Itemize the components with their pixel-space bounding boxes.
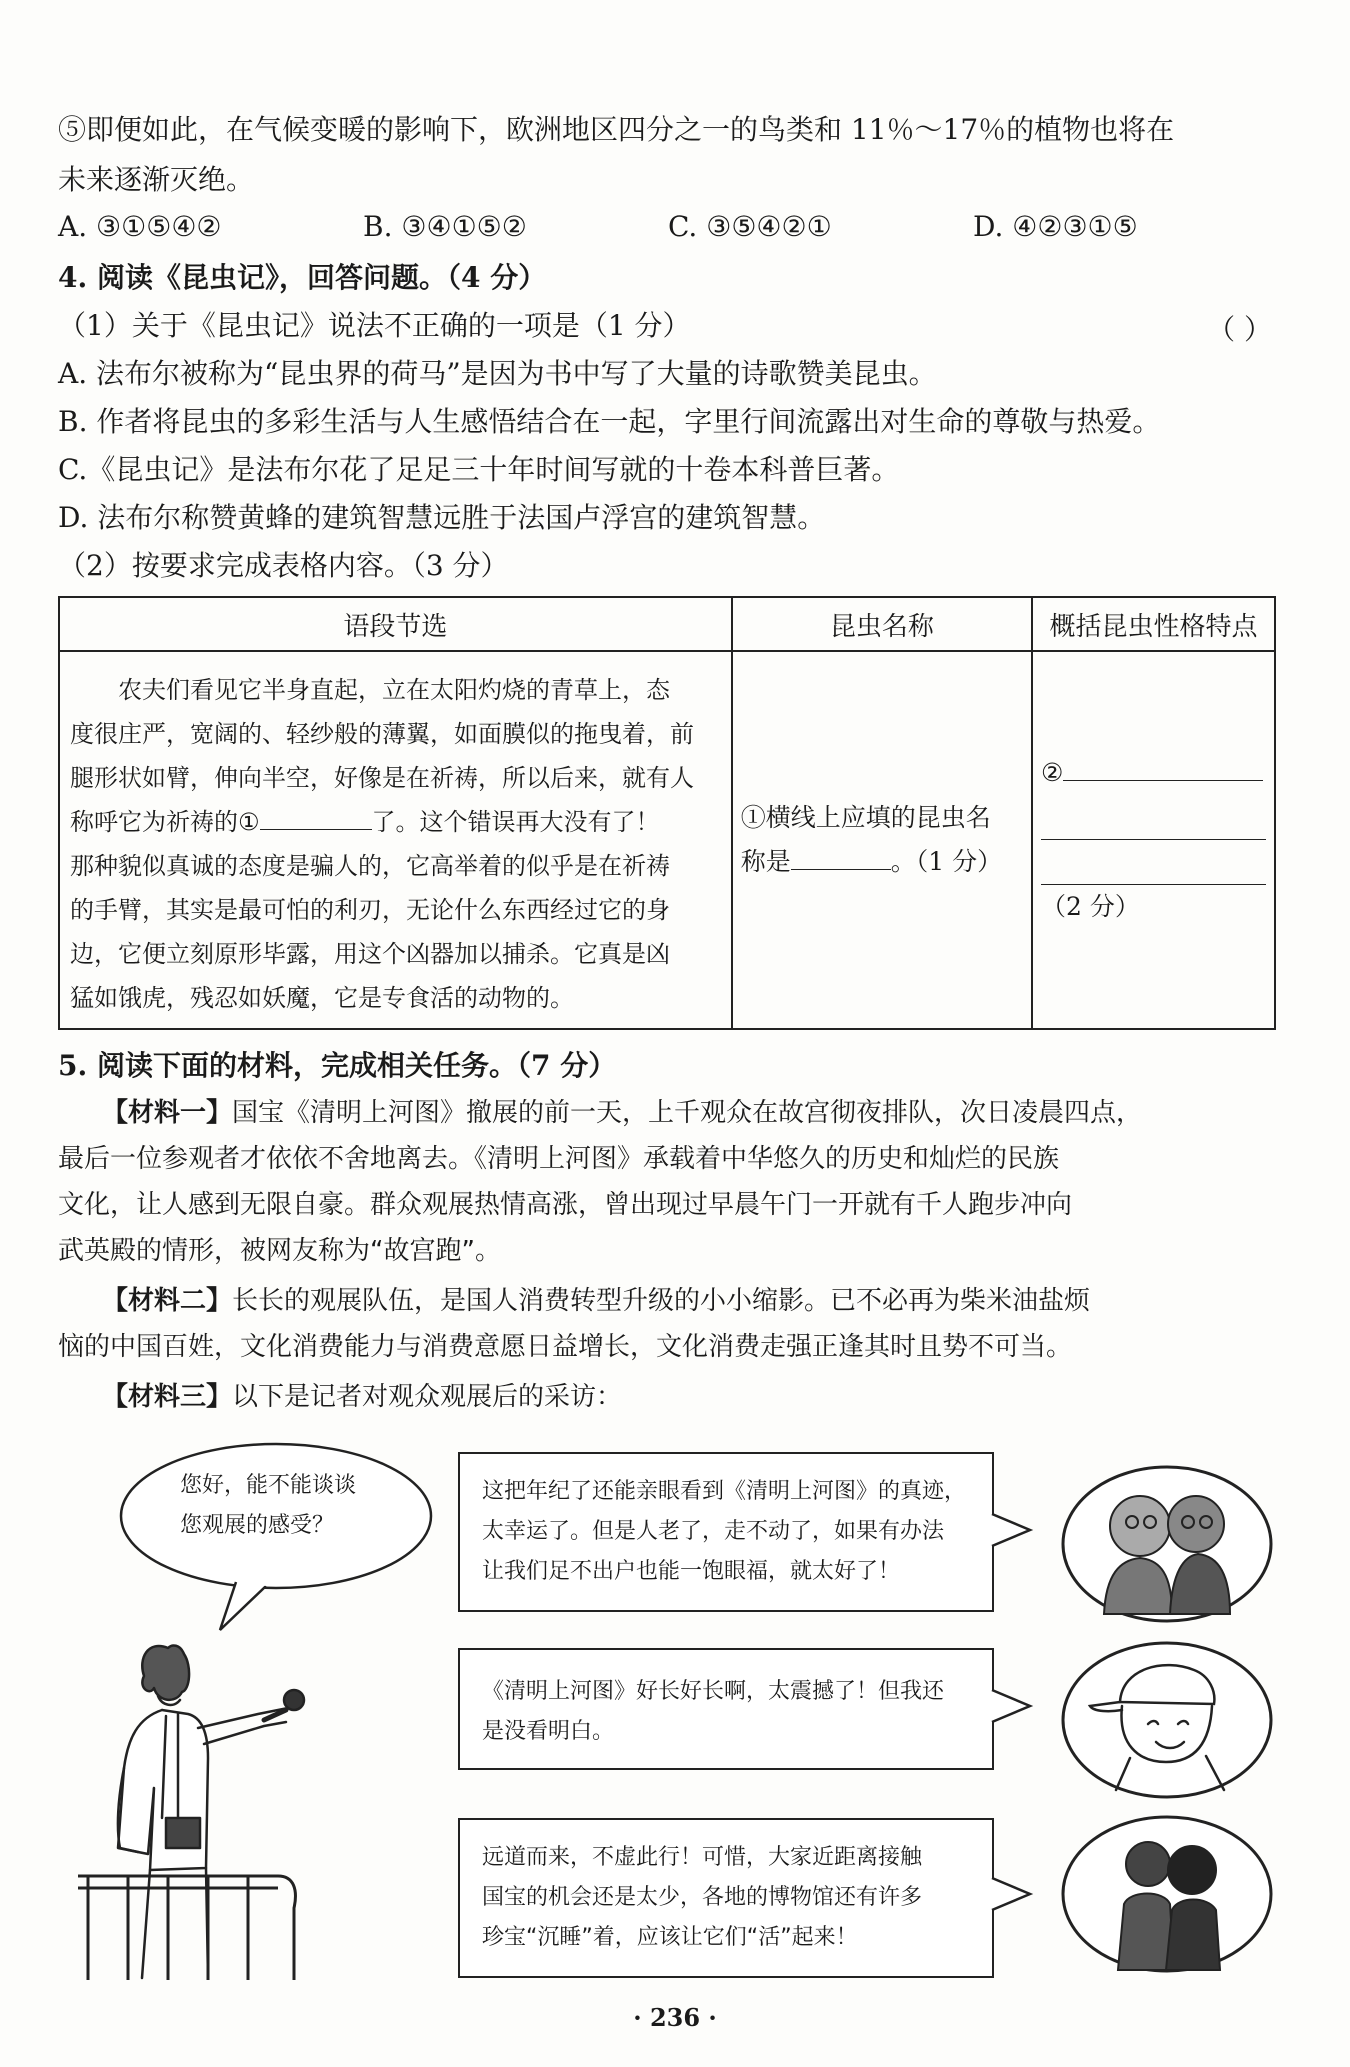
- reporter-question: 您好，能不能谈谈 您观展的感受？: [180, 1473, 357, 1538]
- elderly-couple-portrait: [1060, 1464, 1274, 1624]
- material-2-tag: 【材料二】: [102, 1286, 233, 1316]
- traits-blank-2[interactable]: [1041, 795, 1266, 840]
- traits-score: （2 分）: [1041, 892, 1140, 921]
- q4-option-a: A. 法布尔被称为“昆虫界的荷马”是因为书中写了大量的诗歌赞美昆虫。: [58, 357, 937, 390]
- q3-option-d: D. ④②③①⑤: [973, 210, 1138, 243]
- q4-answer-paren[interactable]: （ ）: [1207, 313, 1272, 346]
- passage-line: 那种貌似真诚的态度是骗人的，它高举着的似乎是在祈祷: [70, 852, 670, 880]
- passage-line: 边，它便立刻原形毕露，用这个凶器加以捕杀。它真是凶: [70, 940, 670, 968]
- q4-option-c: C.《昆虫记》是法布尔花了足足三十年时间写就的十卷本科普巨著。: [58, 453, 900, 486]
- insect-prompt-line2: 称是 。（1 分）: [740, 847, 1003, 876]
- material-1-tag: 【材料一】: [102, 1098, 233, 1128]
- traits-blank-1[interactable]: [1063, 780, 1263, 781]
- passage-line: 腿形状如臂，伸向半空，好像是在祈祷，所以后来，就有人: [70, 764, 694, 792]
- child-portrait: [1060, 1640, 1274, 1800]
- table-insect-name-cell: [732, 651, 1032, 1029]
- passage-line: 度很庄严，宽阔的、轻纱般的薄翼，如面膜似的拖曳着，前: [70, 720, 694, 748]
- q4-option-b: B. 作者将昆虫的多彩生活与人生感悟结合在一起，字里行间流露出对生命的尊敬与热爱。: [58, 405, 1161, 438]
- q4-option-d: D. 法布尔称赞黄蜂的建筑智慧远胜于法国卢浮宫的建筑智慧。: [58, 501, 826, 534]
- passage-line: 的手臂，其实是最可怕的利刃，无论什么东西经过它的身: [70, 896, 670, 924]
- page-number: · 236 ·: [633, 2003, 717, 2032]
- material-2: 【材料二】长长的观展队伍，是国人消费转型升级的小小缩影。已不必再为柴米油盐烦 恼的中国百姓，文化消费能力与消费意愿日益增长，文化消费走强正逢其时且势不可当。: [58, 1286, 1091, 1362]
- table-header-insect-name: 昆虫名称: [732, 597, 1032, 651]
- table-passage-cell: [59, 651, 732, 1029]
- table-traits-cell: [1032, 651, 1275, 1029]
- q3-options: [58, 210, 1278, 243]
- young-couple-portrait: [1060, 1814, 1274, 1974]
- q3-option-a: A. ③①⑤④②: [58, 210, 222, 243]
- q4-title: 4. 阅读《昆虫记》，回答问题。（4 分）: [58, 261, 547, 294]
- passage-line: [70, 800, 723, 844]
- table-header-passage: 语段节选: [59, 597, 732, 651]
- q4-sub1: （1）关于《昆虫记》说法不正确的一项是（1 分）: [58, 309, 691, 342]
- reply-box-child: 《清明上河图》好长好长啊，太震撼了！但我还 是没看明白。: [458, 1648, 994, 1770]
- passage-text: 称呼它为祈祷的①: [70, 808, 260, 836]
- reporter-illustration: [58, 1618, 318, 1980]
- insect-name-blank[interactable]: [791, 869, 891, 870]
- passage-line: 猛如饿虎，残忍如妖魔，它是专食活的动物的。: [70, 984, 574, 1012]
- table-header-traits: 概括昆虫性格特点: [1032, 597, 1275, 651]
- q5-title: 5. 阅读下面的材料，完成相关任务。（7 分）: [58, 1049, 617, 1082]
- traits-blank-3[interactable]: [1041, 840, 1266, 885]
- material-3-tag: 【材料三】: [102, 1382, 233, 1412]
- reply-box-elderly-pointer: [990, 1508, 1040, 1558]
- q3-option-c: C. ③⑤④②①: [668, 210, 832, 243]
- material-3: 【材料三】以下是记者对观众观展后的采访：: [102, 1382, 623, 1412]
- reply-box-child-pointer: [990, 1684, 1040, 1734]
- traits-line1: ②: [1041, 751, 1266, 795]
- reply-box-elderly: 这把年纪了还能亲眼看到《清明上河图》的真迹， 太幸运了。但是人老了，走不动了，如果有办法 让我们足不出户也能一饱眼福，就太好了！: [458, 1452, 994, 1612]
- blank-1[interactable]: [260, 829, 372, 830]
- q4-table: [58, 596, 1276, 1030]
- q3-option-b: B. ③④①⑤②: [363, 210, 527, 243]
- material-1: 【材料一】国宝《清明上河图》撤展的前一天，上千观众在故宫彻夜排队，次日凌晨四点， 最后一位参观者才依依不舍地离去。《清明上河图》承载着中华悠久的历史和灿烂的民族 文化，让人感到无限自豪。群众观展热情高涨，曾出现过早晨午门一开就有千人跑步冲向 武英殿的情形，被网友称为“故宫跑”。: [58, 1098, 1143, 1266]
- reply-box-couple-pointer: [990, 1872, 1040, 1922]
- insect-prompt-line1: ①横线上应填的昆虫名: [740, 803, 991, 832]
- q4-sub2: （2）按要求完成表格内容。（3 分）: [58, 549, 509, 582]
- q3-item5-line2: 未来逐渐灭绝。: [58, 163, 255, 196]
- reply-box-couple: 远道而来，不虚此行！可惜，大家近距离接触 国宝的机会还是太少，各地的博物馆还有许多 珍宝“沉睡”着，应该让它们“活”起来！: [458, 1818, 994, 1978]
- q3-item5-line1: ⑤即便如此，在气候变暖的影响下，欧洲地区四分之一的鸟类和 11％～17％的植物也将在: [58, 113, 1175, 146]
- passage-text: 了。这个错误再大没有了！: [371, 808, 660, 836]
- passage-line: 农夫们看见它半身直起，立在太阳灼烧的青草上，态: [118, 676, 670, 704]
